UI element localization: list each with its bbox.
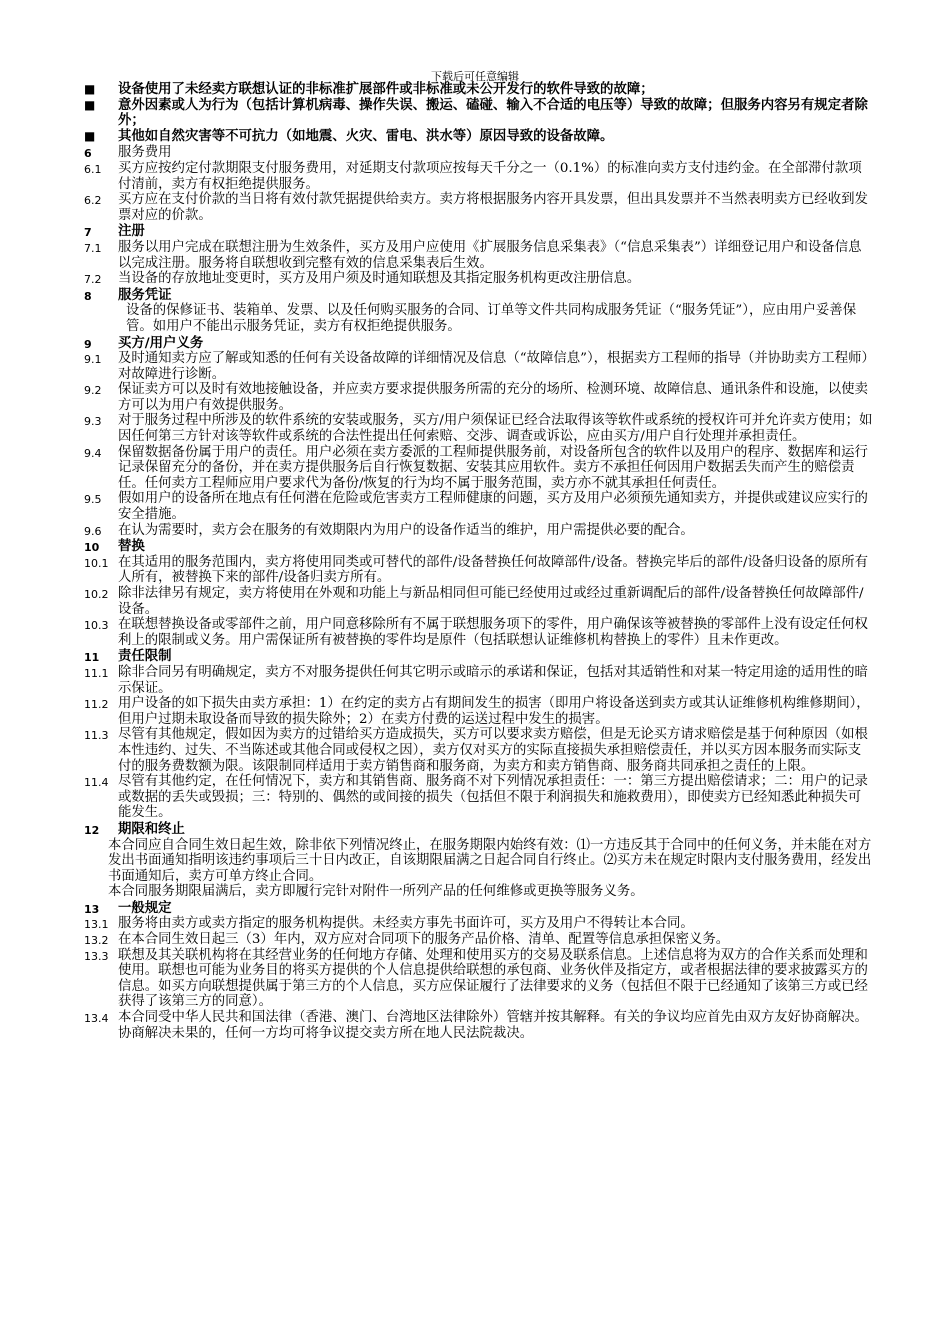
clause: 10.3 在联想替换设备或零部件之前，用户同意移除所有不属于联想服务项下的零件，用户确保该等被替换的零部件上没有设定任何权利上的限制或义务。用户需保证所有被替换的零件均是原件（包括联想认证维修机构替换上的零件）且未作更改。	[84, 617, 868, 648]
section-heading: 6 服务费用	[84, 145, 172, 161]
square-bullet-icon: ■	[84, 82, 96, 96]
section-paragraph: 设备的保修证书、装箱单、发票、以及任何购买服务的合同、订单等文件共同构成服务凭证（“服务凭证”），应由用户妥善保管。如用户不能出示服务凭证，卖方有权拒绝提供服务。	[126, 303, 857, 334]
clause: 13.2 在本合同生效日起三（3）年内，双方应对合同项下的服务产品价格、清单、配置等信息承担保密义务。	[84, 932, 730, 948]
clause: 7.1 服务以用户完成在联想注册为生效条件，买方及用户应使用《扩展服务信息采集表》（“信息采集表”）详细登记用户和设备信息以完成注册。服务将自联想收到完整有效的信息采集表后生效。	[84, 239, 862, 271]
section-heading: 10 替换	[84, 538, 145, 555]
bullet-item: ■ 设备使用了未经卖方联想认证的非标准扩展部件或非标准或未公开发行的软件导致的故障；	[84, 81, 654, 97]
section-heading: 9 买方/用户义务	[84, 334, 204, 351]
clause: 11.1 除非合同另有明确规定，卖方不对服务提供任何其它明示或暗示的承诺和保证，包括对其适销性和对某一特定用途的适用性的暗示保证。	[84, 664, 868, 696]
section-heading: 11 责任限制	[84, 648, 172, 665]
clause: 10.2 除非法律另有规定，卖方将使用在外观和功能上与新品相同但可能已经使用过或经过重新调配后的部件/设备替换任何故障部件/设备。	[84, 586, 864, 617]
clause: 13.4 本合同受中华人民共和国法律（香港、澳门、台湾地区法律除外）管辖并按其解释。有关的争议均应首先由双方友好协商解决。协商解决未果的，任何一方均可将争议提交卖方所在地人民法院裁决。	[84, 1010, 868, 1041]
clause: 9.5 假如用户的设备所在地点有任何潜在危险或危害卖方工程师健康的问题，买方及用户必须预先通知卖方，并提供或建议应实行的安全措施。	[84, 491, 868, 523]
clause: 7.2 当设备的存放地址变更时，买方及用户须及时通知联想及其指定服务机构更改注册信息。	[84, 271, 641, 287]
section-heading: 12 期限和终止	[84, 820, 185, 837]
section-heading: 8 服务凭证	[84, 286, 172, 303]
clause: 9.4 保留数据备份属于用户的责任。用户必须在卖方委派的工程师提供服务前，对设备所包含的软件以及用户的程序、数据库和运行记录保留充分的备份，并在卖方提供服务后自行恢复数据、安装其应用软件。卖方不承担任何因用户数据丢失而产生的赔偿责任。任何卖方工程师应用户要求代为备份/恢复的行为均不属于服务范围，卖方亦不就其承担任何责任。	[84, 444, 868, 491]
bullet-item: ■ 意外因素或人为行为（包括计算机病毒、操作失误、搬运、磕碰、输入不合适的电压等）导致的故障；但服务内容另有规定者除外；	[84, 96, 868, 129]
square-bullet-icon: ■	[84, 97, 96, 112]
clause: 9.3 对于服务过程中所涉及的软件系统的安装或服务，买方/用户须保证已经合法取得该等软件或系统的授权许可并允许卖方使用；如因任何第三方针对该等软件或系统的合法性提出任何索赔、交涉、调查或诉讼，应由买方/用户自行处理并承担责任。	[84, 413, 873, 445]
square-bullet-icon: ■	[84, 128, 96, 143]
section-paragraph: 本合同服务期限届满后，卖方即履行完针对附件一所列产品的任何维修或更换等服务义务。	[108, 884, 644, 900]
clause: 9.1 及时通知卖方应了解或知悉的任何有关设备故障的详细情况及信息（“故障信息”），根据卖方工程师的指导（并协助卖方工程师）对故障进行诊断。	[84, 351, 869, 382]
page-header: 下载后可任意编辑	[431, 70, 519, 83]
section-heading: 7 注册	[84, 223, 145, 240]
section-heading: 13 一般规定	[84, 899, 172, 916]
clause: 10.1 在其适用的服务范围内，卖方将使用同类或可替代的部件/设备替换任何故障部件/设备。替换完毕后的部件/设备归设备的原所有人所有，被替换下来的部件/设备归卖方所有。	[84, 554, 869, 586]
clause: 11.4 尽管有其他约定，在任何情况下，卖方和其销售商、服务商不对下列情况承担责任：一：第三方提出赔偿请求；二：用户的记录或数据的丢失或毁损；三：特别的、偶然的或间接的损失（包括但不限于利润损失和施救费用），即使卖方已经知悉此种损失可能发生。	[84, 774, 868, 821]
contract-body	[84, 82, 874, 1041]
clause: 6.2 买方应在支付价款的当日将有效付款凭据提供给卖方。卖方将根据服务内容开具发票，但出具发票并不当然表明卖方已经收到发票对应的价款。	[84, 192, 868, 223]
clause: 11.2 用户设备的如下损失由卖方承担：1）在约定的卖方占有期间发生的损害（即用户将设备送到卖方或其认证维修机构维修期间），但用户过期未取设备而导致的损失除外；2）在卖方付费的运送过程中发生的损害。	[84, 696, 870, 727]
clause: 13.3 联想及其关联机构将在其经营业务的任何地方存储、处理和使用买方的交易及联系信息。上述信息将为双方的合作关系而处理和使用。联想也可能为业务目的将买方提供的个人信息提供给联想的承包商、业务伙伴及指定方，或者根据法律的要求披露买方的信息。如买方向联想提供属于第三方的个人信息，买方应保证履行了法律要求的义务（包括但不限于已经通知了该第三方或已经获得了该第三方的同意）。	[84, 947, 868, 1010]
clause: 13.1 服务将由卖方或卖方指定的服务机构提供。未经卖方事先书面许可，买方及用户不得转让本合同。	[84, 916, 694, 932]
clause: 6.1 买方应按约定付款期限支付服务费用，对延期支付款项应按每天千分之一（0.1%）的标准向卖方支付违约金。在全部滞付款项付清前，卖方有权拒绝提供服务。	[84, 160, 862, 192]
clause: 9.2 保证卖方可以及时有效地接触设备，并应卖方要求提供服务所需的充分的场所、检测环境、故障信息、通讯条件和设施，以使卖方可以为用户有效提供服务。	[84, 382, 868, 413]
section-paragraph: 本合同应自合同生效日起生效，除非依下列情况终止，在服务期限内始终有效：⑴一方违反其于合同中的任何义务，并未能在对方发出书面通知指明该违约事项后三十日内改正，自该期限届满之日起合同自行终止。⑵买方未在规定时限内支付服务费用，经发出书面通知后，卖方可单方终止合同。	[108, 837, 872, 884]
clause: 9.6 在认为需要时，卖方会在服务的有效期限内为用户的设备作适当的维护，用户需提供必要的配合。	[84, 522, 694, 538]
bullet-item: ■ 其他如自然灾害等不可抗力（如地震、火灾、雷电、洪水等）原因导致的设备故障。	[84, 127, 614, 144]
clause: 11.3 尽管有其他规定，假如因为卖方的过错给买方造成损失，买方可以要求卖方赔偿，但是无论买方请求赔偿是基于何种原因（如根本性违约、过失、不当陈述或其他合同或侵权之因），卖方仅对买方的实际直接损失承担赔偿责任，并以买方因本服务而实际支付的服务费数额为限。该限制同样适用于卖方销售商和服务商，为卖方和卖方销售商、服务商共同承担之责任的上限。	[84, 727, 868, 774]
